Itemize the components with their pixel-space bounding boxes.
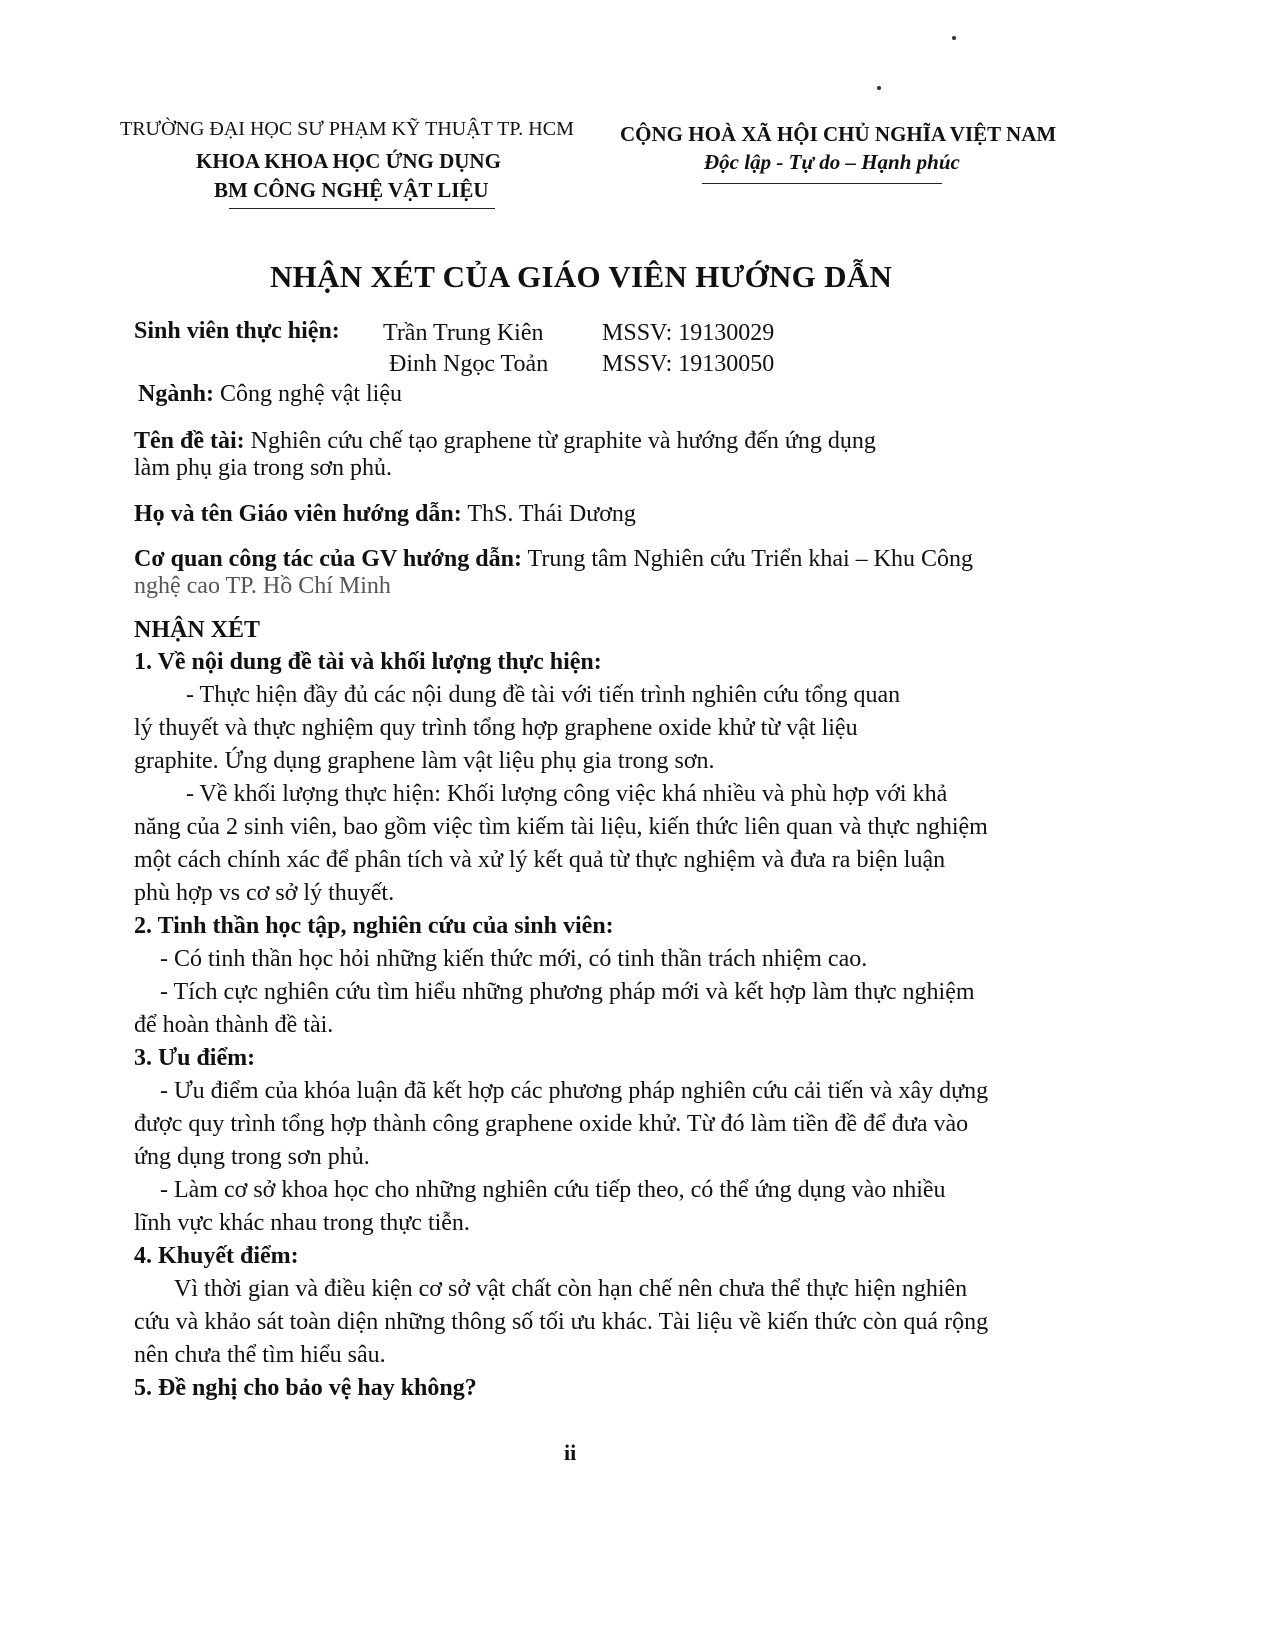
- national-motto: Độc lập - Tự do – Hạnh phúc: [704, 150, 960, 174]
- body-line: cứu và khảo sát toàn diện những thông số tối ưu khác. Tài liệu về kiến thức còn quá rộng: [134, 1309, 989, 1335]
- body-line: năng của 2 sinh viên, bao gồm việc tìm kiếm tài liệu, kiến thức liên quan và thực nghiệm: [134, 814, 988, 840]
- university-name: TRƯỜNG ĐẠI HỌC SƯ PHẠM KỸ THUẬT TP. HCM: [120, 118, 574, 140]
- advisor-row: [134, 501, 636, 528]
- topic-row: [134, 428, 876, 455]
- agency-value: Trung tâm Nghiên cứu Triển khai – Khu Công: [527, 546, 973, 572]
- body-line: - Có tinh thần học hỏi những kiến thức mới, có tinh thần trách nhiệm cao.: [160, 946, 868, 972]
- student-id: MSSV: 19130050: [602, 351, 775, 377]
- body-line: graphite. Ứng dụng graphene làm vật liệu phụ gia trong sơn.: [134, 748, 715, 774]
- faculty-name: KHOA KHOA HỌC ỨNG DỤNG: [196, 149, 501, 173]
- body-line: Vì thời gian và điều kiện cơ sở vật chất còn hạn chế nên chưa thể thực hiện nghiên: [174, 1276, 968, 1302]
- body-line: - Ưu điểm của khóa luận đã kết hợp các phương pháp nghiên cứu cải tiến và xây dựng: [160, 1078, 989, 1104]
- body-line: - Tích cực nghiên cứu tìm hiểu những phương pháp mới và kết hợp làm thực nghiệm: [160, 979, 975, 1005]
- body-line: được quy trình tổng hợp thành công graphene oxide khử. Từ đó làm tiền đề để đưa vào: [134, 1111, 969, 1137]
- header-left-underline: [229, 208, 495, 209]
- topic-label: Tên đề tài:: [134, 428, 245, 454]
- student-name: Trần Trung Kiên: [383, 320, 544, 346]
- section-heading: 3. Ưu điểm:: [134, 1045, 256, 1071]
- body-line: phù hợp vs cơ sở lý thuyết.: [134, 880, 395, 906]
- page-number: ii: [564, 1440, 577, 1465]
- major-row: [138, 381, 402, 408]
- student-name: Đinh Ngọc Toản: [389, 351, 549, 377]
- students-label: Sinh viên thực hiện:: [134, 318, 340, 344]
- department-name: BM CÔNG NGHỆ VẬT LIỆU: [214, 178, 489, 202]
- country-name: CỘNG HOÀ XÃ HỘI CHỦ NGHĨA VIỆT NAM: [620, 122, 1057, 146]
- body-line: một cách chính xác để phân tích và xử lý kết quả từ thực nghiệm và đưa ra biện luận: [134, 847, 946, 873]
- section-heading: 2. Tinh thần học tập, nghiên cứu của sinh viên:: [134, 913, 614, 939]
- body-line: ứng dụng trong sơn phủ.: [134, 1144, 370, 1170]
- page-title: NHẬN XÉT CỦA GIÁO VIÊN HƯỚNG DẪN: [270, 259, 893, 294]
- section-heading: 5. Đề nghị cho bảo vệ hay không?: [134, 1375, 477, 1401]
- topic-value: Nghiên cứu chế tạo graphene từ graphite và hướng đến ứng dụng: [250, 428, 876, 454]
- major-value: Công nghệ vật liệu: [220, 381, 402, 407]
- student-id: MSSV: 19130029: [602, 320, 775, 346]
- topic-value-cont: làm phụ gia trong sơn phủ.: [134, 455, 392, 481]
- body-line: - Về khối lượng thực hiện: Khối lượng công việc khá nhiều và phù hợp với khả: [186, 781, 948, 807]
- section-heading: 1. Về nội dung đề tài và khối lượng thực hiện:: [134, 649, 602, 675]
- section-heading: 4. Khuyết điểm:: [134, 1243, 299, 1269]
- advisor-label: Họ và tên Giáo viên hướng dẫn:: [134, 501, 462, 527]
- advisor-value: ThS. Thái Dương: [467, 501, 636, 527]
- major-label: Ngành:: [138, 381, 215, 407]
- body-line: lĩnh vực khác nhau trong thực tiễn.: [134, 1210, 470, 1236]
- body-line: - Thực hiện đầy đủ các nội dung đề tài với tiến trình nghiên cứu tổng quan: [186, 682, 901, 708]
- header-right-underline: [702, 183, 942, 184]
- body-line: lý thuyết và thực nghiệm quy trình tổng hợp graphene oxide khử từ vật liệu: [134, 715, 858, 741]
- agency-label: Cơ quan công tác của GV hướng dẫn:: [134, 546, 522, 572]
- review-heading: NHẬN XÉT: [134, 617, 261, 643]
- body-line: nên chưa thể tìm hiểu sâu.: [134, 1342, 386, 1368]
- body-line: để hoàn thành đề tài.: [134, 1012, 334, 1038]
- scan-speck: [952, 36, 956, 40]
- agency-row: [134, 546, 973, 573]
- scan-speck: [877, 86, 881, 90]
- agency-value-cont: nghệ cao TP. Hồ Chí Minh: [134, 573, 391, 599]
- body-line: - Làm cơ sở khoa học cho những nghiên cứu tiếp theo, có thể ứng dụng vào nhiều: [160, 1177, 946, 1203]
